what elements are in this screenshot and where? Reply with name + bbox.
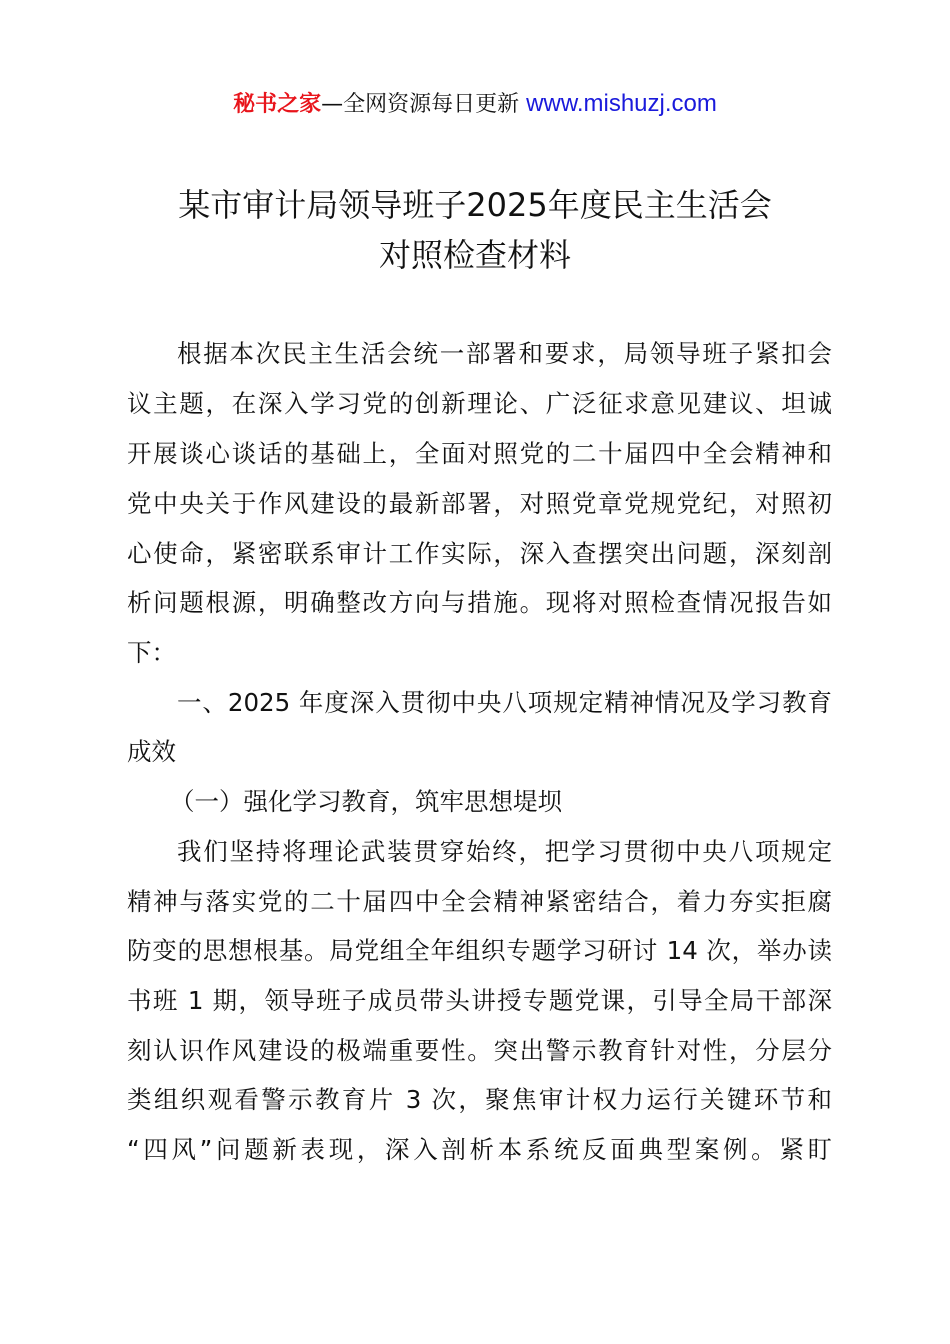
intro-line: 议主题，在深入学习党的创新理论、广泛征求意见建议、坦诚 bbox=[127, 389, 832, 418]
paragraph-line: 书班 1 期，领导班子成员带头讲授专题党课，引导全局干部深 bbox=[127, 986, 832, 1015]
brand-name: 秘书之家 bbox=[233, 92, 322, 117]
intro-line: 心使命，紧密联系审计工作实际，深入查摆突出问题，深刻剖 bbox=[127, 539, 832, 568]
paragraph-line: 刻认识作风建设的极端重要性。突出警示教育针对性，分层分 bbox=[127, 1036, 832, 1065]
intro-line: 党中央关于作风建设的最新部署，对照党章党规党纪，对照初 bbox=[127, 489, 832, 518]
intro-line: 析问题根源，明确整改方向与措施。现将对照检查情况报告如 bbox=[127, 588, 832, 617]
paragraph-line: 类组织观看警示教育片 3 次，聚焦审计权力运行关键环节和 bbox=[127, 1085, 832, 1114]
paragraph-line: 精神与落实党的二十届四中全会精神紧密结合，着力夯实拒腐 bbox=[127, 887, 832, 916]
paragraph-line: 我们坚持将理论武装贯穿始终，把学习贯彻中央八项规定 bbox=[177, 837, 832, 866]
banner-slogan: —全网资源每日更新 bbox=[321, 92, 520, 117]
document-title-line-1: 某市审计局领导班子2025年度民主生活会 bbox=[178, 186, 772, 224]
intro-line: 下： bbox=[127, 638, 176, 667]
paragraph-line: “四风”问题新表现，深入剖析本系统反面典型案例。紧盯 bbox=[127, 1135, 832, 1164]
paragraph-line: 防变的思想根基。局党组全年组织专题学习研讨 14 次，举办读 bbox=[127, 936, 832, 965]
section-heading-line: 一、2025 年度深入贯彻中央八项规定精神情况及学习教育 bbox=[177, 688, 832, 717]
document-title-line-2: 对照检查材料 bbox=[378, 236, 571, 274]
site-banner bbox=[0, 89, 950, 120]
section-heading-line: 成效 bbox=[127, 737, 176, 766]
intro-line: 根据本次民主生活会统一部署和要求，局领导班子紧扣会 bbox=[177, 339, 832, 368]
subsection-heading: （一）强化学习教育，筑牢思想堤坝 bbox=[170, 787, 562, 816]
site-url-link[interactable]: www.mishuzj.com bbox=[526, 90, 717, 117]
intro-line: 开展谈心谈话的基础上，全面对照党的二十届四中全会精神和 bbox=[127, 439, 832, 468]
